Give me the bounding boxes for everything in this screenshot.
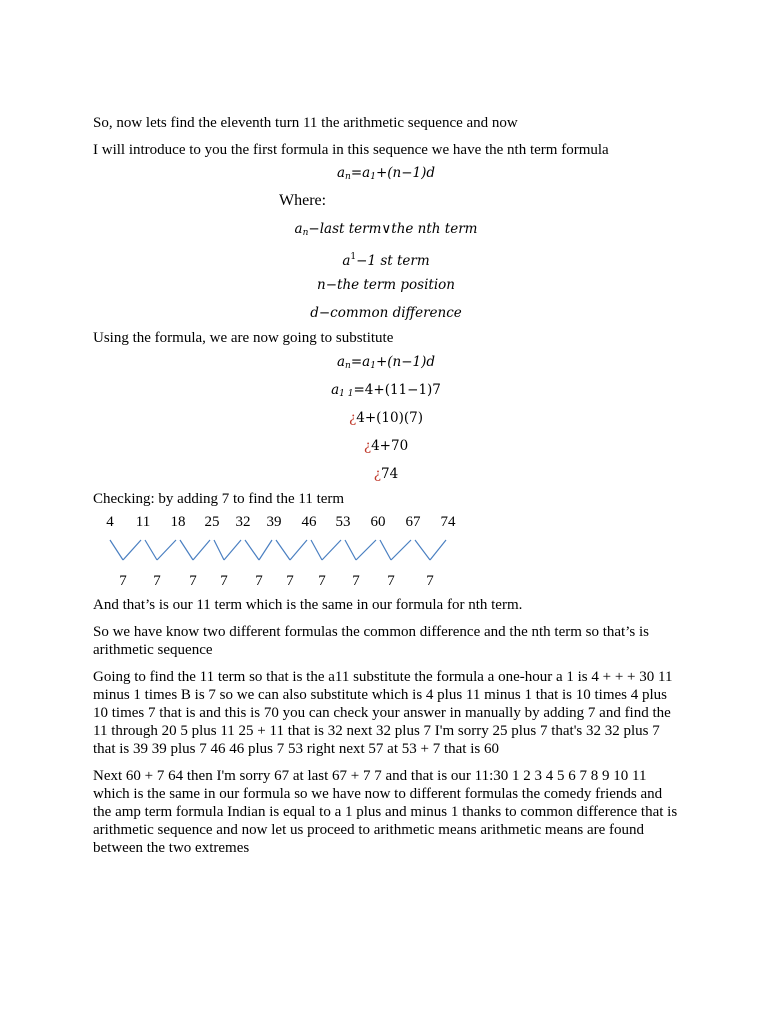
sequence-connector-line [145, 540, 157, 560]
sequence-difference: 7 [119, 573, 127, 589]
sequence-difference: 7 [352, 573, 360, 589]
sequence-difference: 7 [387, 573, 395, 589]
paragraph-transcript-1: Going to find the 11 term so that is the a11 substitute the formula a one-hour a 1 is 4 + + + 30 11 minus 1 times B is 7 so we can also substitute which is 4 plus 11 minus 1 that is 10 times 4 plus 10 times 7 that is and this is 70 you can check your answer in manually by adding 7 and find the 11 through 20 5 plus 11 25 + 11 that is 32 next 32 plus 7 I'm sorry 25 plus 7 that's 32 32 plus 7 that is 39 39 plus 7 46 46 plus 7 53 right next 57 at 53 + 7 that is 60 [93, 669, 673, 757]
sequence-difference: 7 [220, 573, 228, 589]
intro-line-1: So, now lets find the eleventh turn 11 the arithmetic sequence and now [93, 115, 518, 131]
sequence-difference: 7 [189, 573, 197, 589]
sequence-term: 32 [235, 514, 251, 530]
sequence-connector-line [322, 540, 341, 560]
substitution-result: ¿74 [373, 466, 399, 482]
paragraph-summary: So we have know two different formulas the common difference and the nth term so that’s is arithmetic sequence [93, 624, 649, 658]
sequence-connector-line [311, 540, 322, 560]
substitution-step-2: ¿4+(10)(7) [349, 410, 423, 426]
sequence-connector-line [276, 540, 290, 560]
nth-term-formula: $a_n=a_1+(n-1)d$ [336, 165, 436, 182]
sequence-connector-line [430, 540, 446, 560]
sequence-term: 39 [266, 514, 282, 530]
substitution-formula: $a_n=a_1+(n-1)d$ [336, 354, 436, 371]
formula-rest: +(n−1)d [375, 165, 436, 181]
sequence-connector-line [391, 540, 411, 560]
substitution-step-1: $a_{1 1}=4+(11-1)7$ [331, 382, 441, 399]
sequence-connector-line [123, 540, 141, 560]
sequence-connector-line [193, 540, 210, 560]
sequence-term: 74 [440, 514, 456, 530]
sequence-connector-line [157, 540, 176, 560]
sequence-connector-line [380, 540, 391, 560]
sequence-connector-line [180, 540, 193, 560]
substitution-step-3: ¿4+70 [363, 438, 409, 454]
sequence-connector-line [224, 540, 241, 560]
sequence-difference: 7 [318, 573, 326, 589]
sequence-difference: 7 [286, 573, 294, 589]
paragraph-transcript-2: Next 60 + 7 64 then I'm sorry 67 at last 67 + 7 7 and that is our 11:30 1 2 3 4 5 6 7 8 9 10 11 which is the same in our formula so we have now to different formulas the comedy friends and the amp term formula Indian is equal to a 1 plus and minus 1 thanks to common difference that is arithmetic sequence and now let us proceed to arithmetic means arithmetic means are found between the two extremes [93, 768, 678, 856]
definition-last-term: $a_n-last$ term∨the nth term [294, 221, 478, 238]
sequence-connector-line [245, 540, 259, 560]
sequence-connector-line [290, 540, 307, 560]
sequence-difference: 7 [153, 573, 161, 589]
sequence-difference: 7 [426, 573, 434, 589]
sequence-term: 46 [301, 514, 317, 530]
sequence-term: 11 [135, 514, 151, 530]
sequence-connector-line [214, 540, 224, 560]
definition-term-position: n−the term position [317, 277, 455, 293]
definition-common-difference: d−common difference [310, 305, 462, 321]
substitute-text: Using the formula, we are now going to substitute [93, 330, 394, 346]
intro-line-2: I will introduce to you the first formula in this sequence we have the nth term formula [93, 142, 609, 158]
where-label: Where: [279, 192, 327, 209]
document-page [93, 114, 679, 866]
sequence-connector-line [110, 540, 123, 560]
paragraph-conclusion: And that’s is our 11 term which is the same in our formula for nth term. [93, 597, 523, 613]
sequence-connector-line [356, 540, 376, 560]
definition-first-term: $a^1-1$ st term [342, 252, 430, 269]
sequence-term: 60 [370, 514, 386, 530]
sequence-term: 53 [335, 514, 351, 530]
sequence-term: 18 [170, 514, 186, 530]
sequence-diagram [93, 510, 679, 600]
sequence-connector-line [345, 540, 356, 560]
sequence-term: 67 [405, 514, 421, 530]
sequence-term: 25 [204, 514, 220, 530]
sequence-term: 4 [106, 514, 114, 530]
sequence-connector-line [259, 540, 272, 560]
sequence-connector-line [415, 540, 430, 560]
checking-text: Checking: by adding 7 to find the 11 term [93, 491, 345, 507]
sequence-difference: 7 [255, 573, 263, 589]
